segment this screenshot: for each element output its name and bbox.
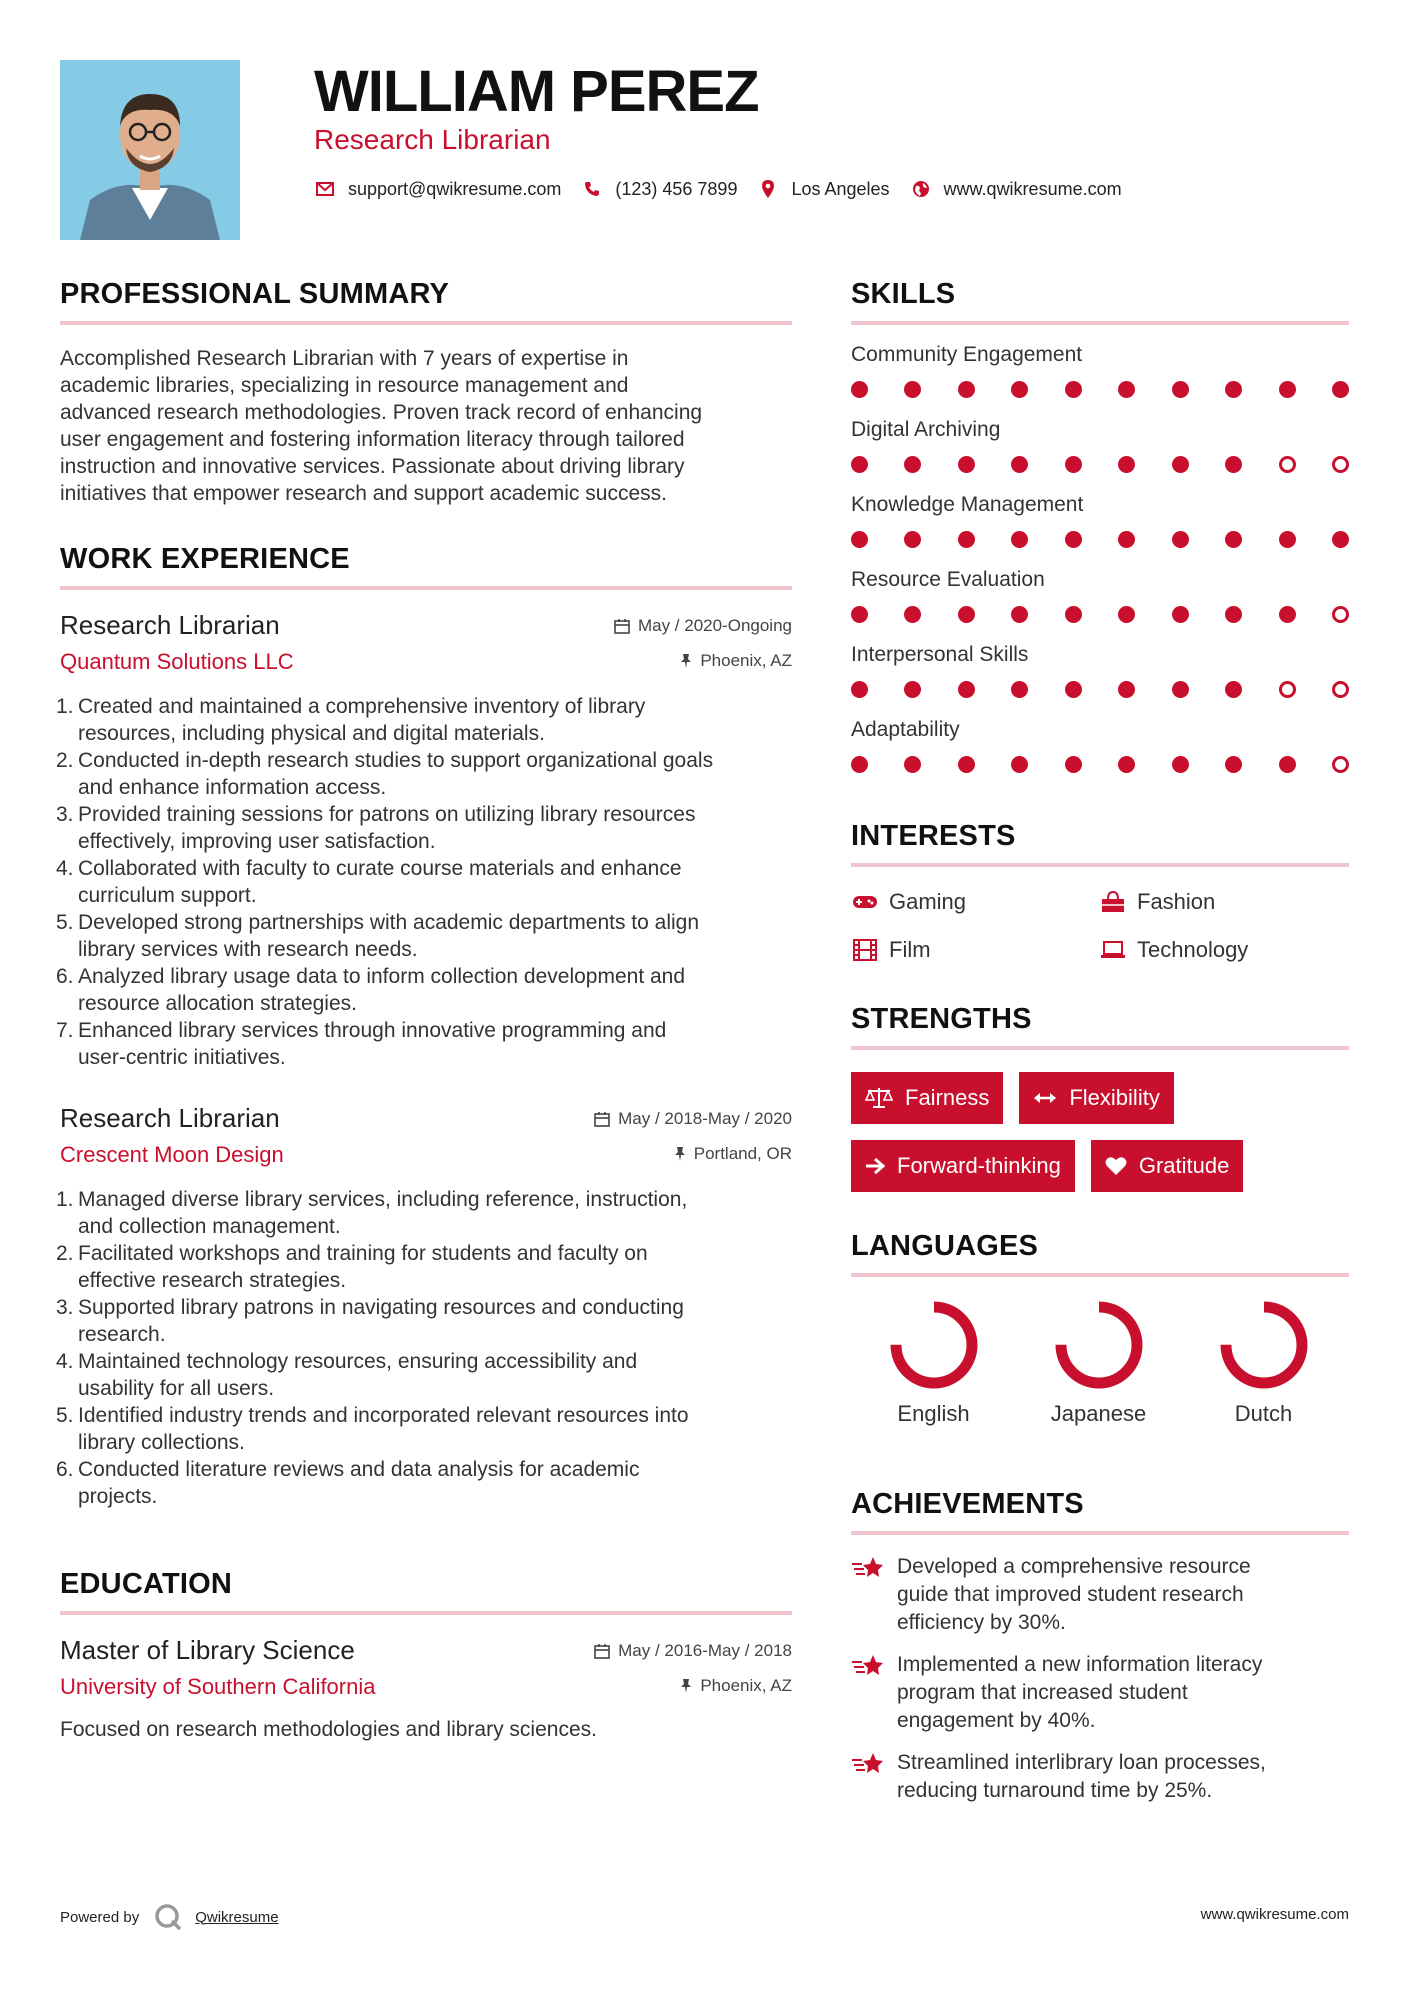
school-name: University of Southern California [60,1674,376,1699]
skill-dot [1279,381,1296,398]
skill-dot [1172,681,1189,698]
skill-dot [1279,681,1296,698]
section-divider [851,1531,1349,1535]
skill-name: Community Engagement [851,343,1083,366]
list-item: 5. Identified industry trends and incorporated relevant resources into library collections. [56,1404,689,1454]
laptop-icon [1099,938,1127,962]
language-item [1016,1301,1181,1427]
language-item [851,1301,1016,1427]
skill-dot [958,756,975,773]
skill-dot [1279,606,1296,623]
skill-dot [1225,756,1242,773]
skill-dot [1011,456,1028,473]
interest-item: Technology [1099,937,1349,963]
map-marker-icon [757,178,779,200]
skill-dot [1118,456,1135,473]
skill-dot [1065,681,1082,698]
arrows-horizontal-icon [1033,1091,1057,1105]
skill-dot [1279,456,1296,473]
skill-name: Knowledge Management [851,493,1084,516]
language-label: Dutch [1234,1401,1293,1426]
list-item: 2. Facilitated workshops and training for students and faculty on effective research strategies. [56,1242,648,1292]
skill-dot [1065,381,1082,398]
job-dates: May / 2020-Ongoing [614,616,792,636]
job-entry [56,1103,792,1510]
summary-section [60,278,792,507]
job-bullets [56,1186,792,1510]
skill-dot [958,456,975,473]
interest-item: Fashion [1099,889,1349,915]
candidate-name: WILLIAM PEREZ [314,59,759,124]
contact-location: Los Angeles [791,178,890,199]
list-item: 2. Conducted in-depth research studies to support organizational goals and enhance information access. [56,749,714,799]
pin-icon [680,1678,692,1694]
phone-icon [581,178,603,200]
job-company: Quantum Solutions LLC [60,649,294,674]
skill-dot [851,756,868,773]
job-entry [56,610,792,1071]
skills-heading: SKILLS [851,278,956,310]
skill-dot [904,606,921,623]
skill-dot [904,381,921,398]
skill-dot [1118,531,1135,548]
strengths-heading: STRENGTHS [851,1003,1032,1035]
arrow-right-icon [865,1157,885,1175]
section-divider [851,863,1349,867]
skill-rating [851,381,1349,398]
job-title: Research Librarian [60,1103,280,1133]
skill-name: Digital Archiving [851,418,1001,441]
degree-title: Master of Library Science [60,1635,355,1665]
language-item [1181,1301,1346,1427]
skill-dot [958,606,975,623]
job-location: Phoenix, AZ [680,651,792,671]
skill-dot [1225,606,1242,623]
achievements-list [851,1553,1349,1805]
section-divider [60,1611,792,1615]
skill-dot [1118,681,1135,698]
job-company: Crescent Moon Design [60,1142,284,1167]
profile-photo [60,60,240,240]
skill-dot [851,681,868,698]
candidate-title: Research Librarian [314,124,551,155]
envelope-icon [314,178,336,200]
languages-section [851,1230,1349,1427]
strength-tag: Forward-thinking [851,1140,1075,1192]
skill-dot [851,381,868,398]
achievement-item: Developed a comprehensive resource guide that improved student research efficiency by 30%. [851,1553,1349,1637]
experience-section [56,543,792,1510]
interests-section [851,820,1349,963]
section-divider [851,1273,1349,1277]
skill-rating [851,531,1349,548]
skill-dot [904,531,921,548]
skills-section [851,278,1349,793]
skill-dot [1172,456,1189,473]
interests-heading: INTERESTS [851,820,1016,852]
contact-email[interactable]: support@qwikresume.com [348,178,562,199]
list-item: 6. Conducted literature reviews and data analysis for academic projects. [56,1458,640,1508]
shooting-star-icon [851,1749,887,1805]
language-level-arc [1061,1307,1137,1383]
strengths-section [851,1003,1349,1192]
shooting-star-icon [851,1651,887,1735]
skill-dot [904,456,921,473]
list-item: 4. Maintained technology resources, ensuring accessibility and usability for all users. [56,1350,638,1400]
skill-dot [1065,456,1082,473]
strengths-list [851,1072,1349,1192]
education-dates: May / 2016-May / 2018 [594,1641,792,1661]
skill-rating [851,606,1349,623]
language-level-arc [1226,1307,1302,1383]
interests-list [851,889,1349,963]
section-divider [60,586,792,590]
list-item: 1. Managed diverse library services, including reference, instruction, and collection management. [56,1188,688,1238]
section-divider [851,1046,1349,1050]
skill-dot [1172,756,1189,773]
skill-dot [904,681,921,698]
achievements-section [851,1488,1349,1819]
skill-dot [1225,456,1242,473]
skill-dot [851,456,868,473]
strength-tag: Gratitude [1091,1140,1244,1192]
education-entry [60,1635,792,1743]
list-item: 4. Collaborated with faculty to curate course materials and enhance curriculum support. [56,857,682,907]
language-level-ring [890,1301,978,1389]
skill-dot [1332,381,1349,398]
balance-scale-icon [865,1087,893,1109]
job-bullets [56,693,792,1071]
interest-item: Film [851,937,1099,963]
skill-dot [1279,531,1296,548]
pin-icon [680,653,692,669]
interest-item: Gaming [851,889,1099,915]
skill-dot [904,756,921,773]
skill-rating [851,456,1349,473]
language-level-ring [1055,1301,1143,1389]
qwikresume-logo-icon [153,1902,183,1932]
language-level-ring [1220,1301,1308,1389]
list-item: 5. Developed strong partnerships with academic departments to align library services with research needs. [56,911,700,961]
achievements-heading: ACHIEVEMENTS [851,1488,1084,1520]
skill-dot [1011,531,1028,548]
skill-name: Interpersonal Skills [851,643,1029,666]
experience-heading: WORK EXPERIENCE [60,543,350,575]
skill-dot [1118,381,1135,398]
pin-icon [674,1146,686,1162]
skill-name: Resource Evaluation [851,568,1045,591]
contact-bar [314,178,1142,200]
languages-list [851,1301,1349,1427]
strength-tag: Flexibility [1019,1072,1173,1124]
shooting-star-icon [851,1553,887,1637]
skill-dot [1011,756,1028,773]
education-location: Phoenix, AZ [680,1676,792,1696]
skill-dot [1279,756,1296,773]
footer-powered-by: Powered by Qwikresume [60,1902,279,1932]
skill-dot [1225,681,1242,698]
skill-dot [851,606,868,623]
skill-dot [1332,531,1349,548]
language-label: Japanese [1050,1401,1147,1426]
shopping-bag-icon [1099,890,1127,914]
job-dates: May / 2018-May / 2020 [594,1109,792,1129]
achievement-item: Implemented a new information literacy program that increased student engagement by 40%. [851,1651,1349,1735]
contact-phone[interactable]: (123) 456 7899 [615,178,738,199]
heart-icon [1105,1156,1127,1176]
list-item: 3. Supported library patrons in navigating resources and conducting research. [56,1296,684,1346]
skill-dot [1065,531,1082,548]
footer-brand-link[interactable]: Qwikresume [195,1908,279,1926]
skill-dot [1332,681,1349,698]
skill-rating [851,756,1349,773]
list-item: 7. Enhanced library services through innovative programming and user-centric initiatives. [56,1019,667,1069]
skill-dot [1225,531,1242,548]
languages-heading: LANGUAGES [851,1230,1039,1262]
contact-website[interactable]: www.qwikresume.com [943,178,1122,199]
skill-dot [1332,756,1349,773]
skill-dot [1225,381,1242,398]
section-divider [851,321,1349,325]
skill-rating [851,681,1349,698]
skill-dot [958,531,975,548]
calendar-icon [594,1643,610,1659]
skill-dot [1011,681,1028,698]
skill-dot [1065,606,1082,623]
calendar-icon [594,1111,610,1127]
summary-text: Accomplished Research Librarian with 7 years of expertise in academic libraries, specializing in resource management and advanced research methodologies. Proven track record of enhancing user engagement and fostering information literacy through tailored instruction and innovative services. Passionate about driving library initiatives that empower research and support academic success. [60,347,703,505]
list-item: 3. Provided training sessions for patrons on utilizing library resources effectively, improving user satisfaction. [56,803,696,853]
list-item: 6. Analyzed library usage data to inform collection development and resource allocation strategies. [56,965,686,1015]
skill-dot [1011,606,1028,623]
skill-dot [1332,456,1349,473]
skill-dot [1332,606,1349,623]
strength-tag: Fairness [851,1072,1003,1124]
skill-dot [1172,531,1189,548]
education-description: Focused on research methodologies and library sciences. [60,1718,597,1741]
film-icon [851,938,879,962]
skill-dot [1065,756,1082,773]
achievement-item: Streamlined interlibrary loan processes, reducing turnaround time by 25%. [851,1749,1349,1805]
footer-website[interactable]: www.qwikresume.com [1200,1906,1349,1923]
language-label: English [897,1401,970,1426]
skill-dot [1172,381,1189,398]
skill-dot [1172,606,1189,623]
skill-dot [958,681,975,698]
language-level-arc [896,1307,972,1383]
skill-dot [1118,606,1135,623]
gamepad-icon [851,890,879,914]
education-heading: EDUCATION [60,1568,233,1600]
job-location: Portland, OR [674,1144,792,1164]
skill-dot [1118,756,1135,773]
skill-name: Adaptability [851,718,960,741]
skill-dot [851,531,868,548]
calendar-icon [614,618,630,634]
skill-dot [958,381,975,398]
education-section [60,1568,792,1743]
section-divider [60,321,792,325]
job-title: Research Librarian [60,610,280,640]
list-item: 1. Created and maintained a comprehensive inventory of library resources, including physical and digital materials. [56,695,646,745]
skills-list [851,343,1349,773]
globe-icon [910,178,932,200]
summary-heading: PROFESSIONAL SUMMARY [60,278,450,310]
skill-dot [1011,381,1028,398]
